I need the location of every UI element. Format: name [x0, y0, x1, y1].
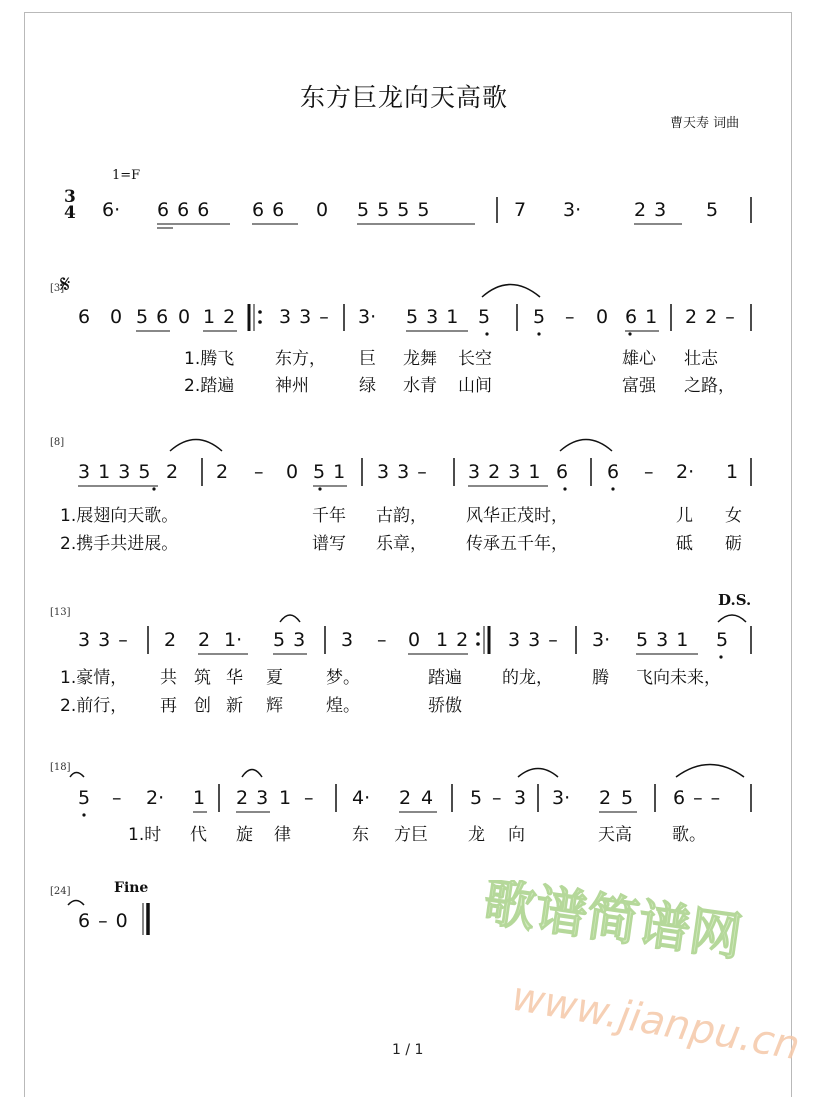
- lyric: 龙: [468, 825, 485, 845]
- fine-marking: Fine: [114, 880, 149, 896]
- lyric: 方巨: [394, 825, 428, 845]
- note-group: 3 3 –: [279, 306, 329, 328]
- note-group: 5: [716, 629, 729, 651]
- repeat-dot: [476, 632, 480, 636]
- note-group: 3: [341, 629, 354, 651]
- octave-dot: [563, 487, 566, 490]
- octave-dot: [152, 487, 155, 490]
- lyric: 筑: [194, 668, 211, 688]
- note-group: 6: [607, 461, 620, 483]
- octave-dot: [537, 332, 540, 335]
- note-group: 5: [621, 787, 634, 809]
- note-group: 2: [166, 461, 179, 483]
- note-group: –: [377, 629, 387, 651]
- slur: [718, 615, 746, 622]
- note-group: –: [112, 787, 122, 809]
- note-group: 5 3 1: [406, 306, 459, 328]
- lyric: 儿: [676, 506, 693, 526]
- lyric: 飞向未来，: [636, 668, 721, 688]
- watermark-title: 歌谱简谱网: [479, 880, 746, 969]
- note-group: 2 3: [236, 787, 269, 809]
- note-group: 3·: [552, 787, 571, 809]
- slur: [560, 440, 612, 452]
- note-group: 0: [316, 199, 329, 221]
- lyric: 神州: [275, 376, 309, 396]
- repeat-dot: [258, 310, 262, 314]
- note-group: –: [644, 461, 654, 483]
- fermata: [280, 615, 300, 622]
- note-group: 2: [164, 629, 177, 651]
- lyric: 砺: [725, 534, 742, 554]
- lyric: 山间: [458, 376, 492, 396]
- lyric: 水青: [403, 376, 437, 396]
- note-group: 6·: [102, 199, 121, 221]
- note-group: 3·: [563, 199, 582, 221]
- lyric: 龙舞: [403, 349, 437, 369]
- note-group: 3·: [358, 306, 377, 328]
- lyric: 骄傲: [428, 696, 462, 716]
- note-group: 1: [726, 461, 739, 483]
- note-group: 5 3: [273, 629, 306, 651]
- lyric: 1.时: [128, 825, 162, 845]
- lyric: 华: [226, 668, 243, 688]
- lyric: 梦。: [326, 668, 360, 688]
- lyric: 巨: [359, 349, 376, 369]
- fermata: [242, 770, 262, 778]
- octave-dot: [82, 813, 85, 816]
- note-group: 3·: [592, 629, 611, 651]
- slur: [68, 901, 84, 906]
- time-signature-bottom: 4: [64, 203, 76, 223]
- watermark-url: www.jianpu.cn: [508, 973, 800, 1070]
- note-group: 5 3 1: [636, 629, 689, 651]
- lyric: 东: [352, 825, 369, 845]
- note-group: 3 3 –: [508, 629, 558, 651]
- note-group: –: [254, 461, 264, 483]
- octave-dot: [628, 332, 631, 335]
- note-group: 3 3 –: [377, 461, 427, 483]
- note-group: 3: [514, 787, 527, 809]
- note-group: 6 – 0: [78, 910, 128, 932]
- lyric: 踏遍: [428, 668, 462, 688]
- repeat-dot: [476, 642, 480, 646]
- note-group: 0: [408, 629, 421, 651]
- lyric: 风华正茂时，: [466, 506, 568, 526]
- lyric: 女: [725, 506, 742, 526]
- lyric: 古韵，: [376, 506, 427, 526]
- note-group: 4·: [352, 787, 371, 809]
- lyric: 1.豪情，: [60, 668, 128, 688]
- ds-marking: D.S.: [718, 591, 752, 609]
- lyric: 千年: [312, 506, 346, 526]
- note-group: 6 6 6: [157, 199, 210, 221]
- note-group: 2·: [146, 787, 165, 809]
- slur: [170, 440, 222, 452]
- lyric: 天高: [598, 825, 632, 845]
- lyric: 2.踏遍: [184, 376, 235, 396]
- note-group: 4: [421, 787, 434, 809]
- slur: [482, 285, 540, 298]
- note-group: 6: [556, 461, 569, 483]
- octave-dot: [485, 332, 488, 335]
- lyric: 2.前行，: [60, 696, 128, 716]
- lyric: 辉: [266, 696, 283, 716]
- note-group: 5: [470, 787, 483, 809]
- note-group: 7: [514, 199, 527, 221]
- note-group: –: [304, 787, 314, 809]
- slur: [518, 769, 558, 778]
- lyric: 歌。: [672, 825, 706, 845]
- lyric: 夏: [266, 668, 283, 688]
- note-group: 5: [706, 199, 719, 221]
- octave-dot: [719, 655, 722, 658]
- lyric: 律: [274, 825, 291, 845]
- note-group: 2 2 –: [685, 306, 735, 328]
- note-group: 0: [596, 306, 609, 328]
- lyric: 2.携手共进展。: [60, 534, 179, 554]
- lyric: 东方，: [275, 349, 326, 369]
- note-group: 6 – –: [673, 787, 721, 809]
- time-signature-top: 3: [64, 187, 76, 207]
- note-group: 3 1 3 5: [78, 461, 151, 483]
- octave-dot: [611, 487, 614, 490]
- octave-dot: [318, 487, 321, 490]
- lyric: 传承五千年，: [466, 534, 568, 554]
- note-group: 5: [78, 787, 91, 809]
- lyric: 旋: [236, 825, 253, 845]
- lyric: 向: [508, 825, 525, 845]
- lyric: 砥: [676, 534, 693, 554]
- lyric: 长空: [458, 349, 492, 369]
- lyric: 壮志: [684, 349, 718, 369]
- measure-number: [18]: [50, 762, 71, 773]
- note-group: 5: [533, 306, 546, 328]
- note-group: 2: [399, 787, 412, 809]
- composer-credit: 曹天寿 词曲: [670, 116, 740, 131]
- note-group: 3 2 3 1: [468, 461, 541, 483]
- lyric: 共: [160, 668, 177, 688]
- note-group: 0: [110, 306, 123, 328]
- song-title: 东方巨龙向天高歌: [300, 83, 509, 112]
- measure-number: [8]: [50, 437, 65, 448]
- note-group: –: [565, 306, 575, 328]
- lyric: 1.展翅向天歌。: [60, 506, 179, 526]
- lyric: 乐章，: [376, 534, 427, 554]
- lyric: 新: [226, 696, 243, 716]
- note-group: –: [492, 787, 502, 809]
- note-group: 0: [178, 306, 191, 328]
- slur: [676, 765, 744, 778]
- lyric: 再: [160, 696, 177, 716]
- note-group: 6: [78, 306, 91, 328]
- lyric: 谱写: [312, 534, 346, 554]
- lyric: 煌。: [326, 696, 360, 716]
- note-group: 1: [193, 787, 206, 809]
- note-group: 5: [478, 306, 491, 328]
- note-group: 1 2: [203, 306, 236, 328]
- note-group: 2·: [676, 461, 695, 483]
- note-group: 2: [216, 461, 229, 483]
- lyric: 之路，: [684, 376, 735, 396]
- lyric: 富强: [622, 376, 656, 396]
- measure-number: [3]: [50, 283, 65, 294]
- note-group: 2: [599, 787, 612, 809]
- lyric: 的龙，: [502, 668, 553, 688]
- note-group: 6 6: [252, 199, 285, 221]
- repeat-dot: [258, 320, 262, 324]
- note-group: 3 3 –: [78, 629, 128, 651]
- segno-sign: 𝄋: [60, 270, 71, 298]
- note-group: 1: [279, 787, 292, 809]
- slur: [70, 773, 84, 778]
- measure-number: [24]: [50, 886, 71, 897]
- page-number: 1 / 1: [392, 1042, 424, 1058]
- lyric: 1.腾飞: [184, 349, 235, 369]
- measure-number: [13]: [50, 607, 71, 618]
- note-group: 2: [198, 629, 211, 651]
- note-group: 0: [286, 461, 299, 483]
- note-group: 5 6: [136, 306, 169, 328]
- note-group: 2 3: [634, 199, 667, 221]
- note-group: 6 1: [625, 306, 658, 328]
- lyric: 腾: [592, 668, 609, 688]
- note-group: 5 1: [313, 461, 346, 483]
- lyric: 雄心: [622, 349, 656, 369]
- lyric: 绿: [359, 376, 376, 396]
- note-group: 1 2: [436, 629, 469, 651]
- note-group: 5 5 5 5: [357, 199, 430, 221]
- note-group: 1·: [224, 629, 243, 651]
- key-signature: 1=F: [112, 168, 141, 183]
- lyric: 代: [190, 825, 207, 845]
- lyric: 创: [194, 696, 211, 716]
